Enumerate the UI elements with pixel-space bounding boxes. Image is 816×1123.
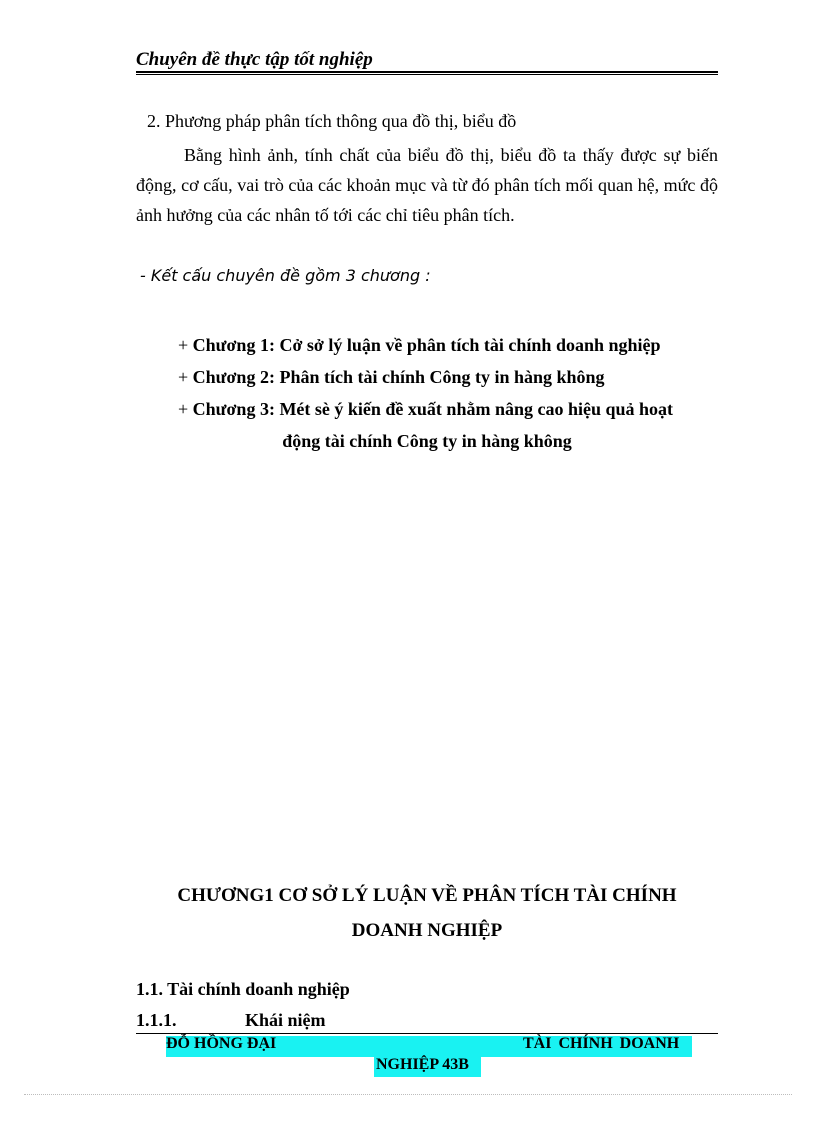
chapter-title: : Mét sè ý kiến đề xuất nhằm nâng cao hiệu quả hoạt xyxy=(268,399,673,419)
chapter-bullet: + xyxy=(178,367,189,387)
chapter-item-1 xyxy=(178,329,661,361)
header-rule-thick xyxy=(136,71,718,73)
method-heading: 2. Phương pháp phân tích thông qua đồ thị, biểu đồ xyxy=(147,111,517,131)
structure-intro: - Kết cấu chuyên đề gồm 3 chương : xyxy=(140,266,431,285)
header-title: Chuyên đề thực tập tốt nghiệp xyxy=(136,49,373,70)
chapter-bullet: + xyxy=(178,335,189,355)
footer-author: ĐỖ HỒNG ĐẠI xyxy=(166,1035,277,1052)
chapter-title: : Cở sở lý luận về phân tích tài chính doanh nghiệp xyxy=(268,335,661,355)
section-1-1-1-title: Khái niệm xyxy=(245,1010,326,1030)
chapter-label: Chương 2 xyxy=(192,367,269,387)
footer-rule xyxy=(136,1033,718,1034)
chapter-heading-line-2: DOANH NGHIỆP xyxy=(351,920,503,941)
method-paragraph: Bằng hình ảnh, tính chất của biểu đồ thị, biểu đồ ta thấy được sự biến động, cơ cấu, vai trò của các khoản mục và từ đó phân tích mối quan hệ, mức độ ảnh hưởng của các nhân tố tới các chỉ tiêu phân tích. xyxy=(136,145,718,225)
chapter-label: Chương 3 xyxy=(192,399,269,419)
chapter-label: Chương 1 xyxy=(192,335,269,355)
chapter-item-3-continuation: động tài chính Công ty in hàng không xyxy=(282,431,572,451)
page-break-divider xyxy=(24,1094,792,1095)
chapter-item-3 xyxy=(178,393,720,425)
section-1-1-1-number: 1.1.1. xyxy=(136,1010,177,1030)
chapter-bullet: + xyxy=(178,399,189,419)
chapter-heading xyxy=(136,878,718,948)
chapter-item-2 xyxy=(178,361,605,393)
header-rule-thin xyxy=(136,74,718,75)
section-1-1-heading: 1.1. Tài chính doanh nghiệp xyxy=(136,979,350,999)
chapter-title: : Phân tích tài chính Công ty in hàng không xyxy=(268,367,605,387)
footer-class: NGHIỆP 43B xyxy=(376,1056,469,1073)
chapter-heading-line-1: CHƯƠNG1 CƠ SỞ LÝ LUẬN VỀ PHÂN TÍCH TÀI CHÍNH xyxy=(177,885,677,906)
footer-department: TÀI CHÍNH DOANH xyxy=(523,1035,680,1052)
